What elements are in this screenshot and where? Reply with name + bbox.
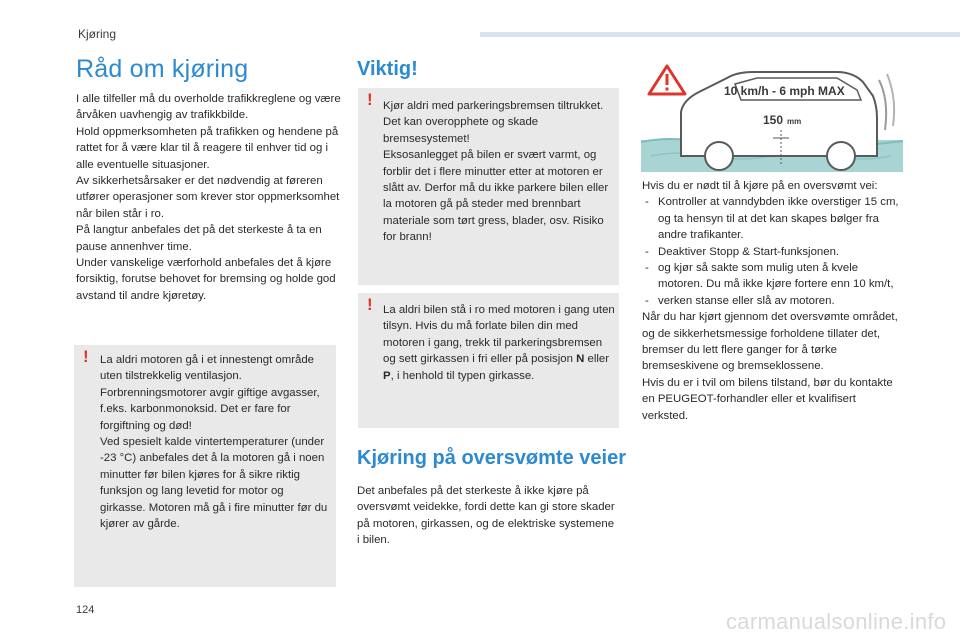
list-item-text: og kjør så sakte som mulig uten å kvele motoren. Du må ikke kjøre fortere enn 10 km/t, (658, 262, 894, 291)
flooded-lead: Hvis du er nødt til å kjøre på en oversvømt vei: (642, 180, 878, 192)
list-dash: - (645, 196, 649, 209)
page-number: 124 (76, 604, 95, 616)
header-bar (480, 32, 960, 37)
list-item-text: Deaktiver Stopp & Start-funksjonen. (658, 245, 840, 258)
list-dash: - (645, 245, 649, 258)
list-dash: - (645, 262, 649, 275)
intro-text (76, 91, 341, 304)
warning-box-engine-indoors (74, 345, 336, 587)
depth-unit: mm (787, 117, 802, 126)
warning-text (383, 302, 615, 384)
flooded-road-illustration (641, 60, 903, 172)
flooded-roads-heading: Kjøring på oversvømte veier (357, 447, 626, 469)
flooded-intro: Det anbefales på det sterkeste å ikke kjøre på oversvømt veidekke, fordi dette kan gi store skader på motoren, girkassen, og de elektriske systemene i bilen. (357, 485, 615, 547)
speed-limit-label: 10 km/h - 6 mph MAX (724, 84, 845, 98)
depth-value: 150 (763, 113, 784, 127)
warning-paragraph: Kjør aldri med parkeringsbremsen tiltrukket. Det kan overopphete og skade bremsesystemet! (383, 100, 604, 145)
list-item (642, 194, 904, 243)
intro-paragraph: I alle tilfeller må du overholde trafikkreglene og være årvåken uavhengig av trafikkbilde. (76, 93, 341, 122)
exclamation-icon: ! (367, 295, 373, 314)
warning-paragraph: Ved spesielt kalde vintertemperaturer (under -23 °C) anbefales det å la motoren gå i noen minutter før bilen kjøres for å sikre riktig funksjon og lang levetid for motor og girkasse. Motoren må gå i fire minutter før du kjører av gårde. (100, 436, 328, 531)
warning-text-part: , i henhold til typen girkasse. (390, 369, 535, 382)
warning-box-parking-brake (358, 88, 619, 285)
warning-text (383, 98, 615, 246)
list-dash: - (645, 294, 649, 307)
warning-box-unattended (358, 293, 619, 428)
list-item (642, 293, 904, 309)
gear-position-p: P (383, 369, 391, 382)
exclamation-icon: ! (367, 90, 373, 109)
intro-paragraph: Under vanskelige værforhold anbefales det å kjøre forsiktig, forutse behovet for bremsing og holde god avstand til andre kjøretøy. (76, 257, 336, 302)
exclamation-icon: ! (83, 347, 89, 366)
warning-paragraph: Eksosanlegget på bilen er svært varmt, og forblir det i flere minutter etter at motoren er slått av. Derfor må du ikke parkere bilen eller la motoren gå på steder med brennbart materiale som tørt gress, blader, osv. Risiko for brann! (383, 149, 609, 244)
warning-paragraph: La aldri motoren gå i et innestengt område uten tilstrekkelig ventilasjon. Forbrenningsmotorer avgir giftige avgasser, f.eks. karbonmonoksid. Det er fare for forgiftning og død! (100, 354, 320, 432)
list-item-text: Kontroller at vanndybden ikke overstiger 15 cm, og ta hensyn til at det kan skapes bølger fra andre trafikanter. (658, 196, 899, 242)
list-item (642, 260, 904, 293)
list-item (642, 244, 904, 260)
intro-paragraph: Av sikkerhetsårsaker er det nødvendig at føreren utfører operasjoner som krever stor oppmerksomhet når bilen står i ro. (76, 175, 340, 220)
intro-paragraph: På langtur anbefales det på det sterkeste å ta en pause annenhver time. (76, 224, 322, 253)
list-item-text: verken stanse eller slå av motoren. (658, 294, 835, 307)
warning-text-part: eller (584, 353, 610, 366)
gear-position-n: N (576, 353, 585, 366)
flooded-after-paragraph: Når du har kjørt gjennom det oversvømte området, og de sikkerhetsmessige forholdene tillater det, bremser du lett flere ganger for å tørke bremseskivene og bremseklossene. (642, 311, 898, 373)
warning-triangle-icon (649, 66, 685, 94)
warning-text (100, 352, 332, 532)
flooded-instructions (642, 178, 904, 424)
flooded-after-paragraph: Hvis du er i tvil om bilens tilstand, bør du kontakte en PEUGEOT-forhandler eller et kvalifisert verksted. (642, 376, 893, 422)
watermark: carmanualsonline.info (726, 609, 947, 634)
page-title: Råd om kjøring (76, 55, 249, 83)
important-heading: Viktig! (357, 58, 418, 80)
flooded-steps-list (642, 194, 904, 309)
intro-paragraph: Hold oppmerksomheten på trafikken og hendene på rattet for å være klar til å reagere til enhver tid og i alle eventuelle situasjoner. (76, 125, 339, 171)
warning-text-part: La aldri bilen stå i ro med motoren i gang uten tilsyn. Hvis du må forlate bilen din med motoren i gang, trekk til parkeringsbremsen og sett girkassen i fri eller på posisjon (383, 304, 615, 366)
section-label: Kjøring (78, 27, 117, 41)
